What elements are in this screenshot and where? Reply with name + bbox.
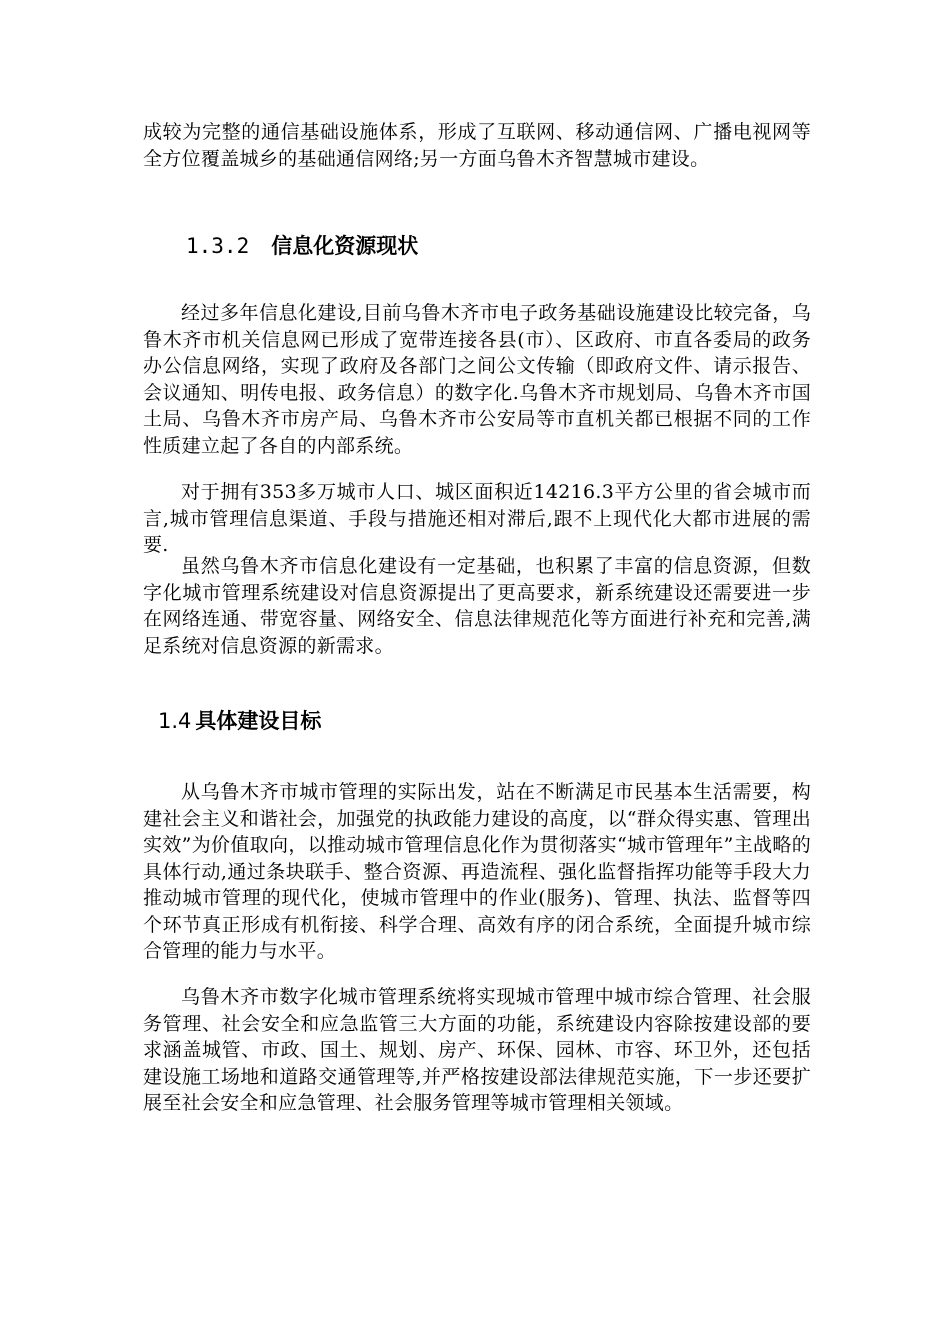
section-title: 信息化资源现状 — [271, 234, 419, 258]
paragraph-new-requirements: 虽然乌鲁木齐市信息化建设有一定基础，也积累了丰富的信息资源，但数字化城市管理系统建设对信息资源提出了更高要求，新系统建设还需要进一步在网络连通、带宽容量、网络安全、信息法律规范化等方面进行补充和完善,满足系统对信息资源的新需求。 — [143, 555, 811, 657]
intro-paragraph: 成较为完整的通信基础设施体系，形成了互联网、移动通信网、广播电视网等全方位覆盖城乡的基础通信网络;另一方面乌鲁木齐智慧城市建设。 — [143, 121, 811, 170]
paragraph-city-scale: 对于拥有353多万城市人口、城区面积近14216.3平方公里的省会城市而言,城市管理信息渠道、手段与措施还相对滞后,跟不上现代化大都市进展的需要. — [143, 481, 811, 556]
section-number: 1.4 — [158, 709, 192, 733]
section-title: 具体建设目标 — [195, 709, 322, 733]
section-heading-1-4 — [158, 707, 321, 735]
section-heading-1-3-2 — [186, 232, 418, 260]
paragraph-info-resources: 经过多年信息化建设,目前乌鲁木齐市电子政务基础设施建设比较完备，乌鲁木齐市机关信息网已形成了宽带连接各县(市）、区政府、市直各委局的政务办公信息网络，实现了政府及各部门之间公文传输（即政府文件、请示报告、会议通知、明传电报、政务信息）的数字化.乌鲁木齐市规划局、乌鲁木齐市国土局、乌鲁木齐市房产局、乌鲁木齐市公安局等市直机关都已根据不同的工作性质建立起了各自的内部系统。 — [143, 302, 811, 457]
paragraph-goals: 从乌鲁木齐市城市管理的实际出发，站在不断满足市民基本生活需要，构建社会主义和谐社会，加强党的执政能力建设的高度，以“群众得实惠、管理出实效”为价值取向，以推动城市管理信息化作为贯彻落实“城市管理年”主战略的具体行动,通过条块联手、整合资源、再造流程、强化监督指挥功能等手段大力推动城市管理的现代化，使城市管理中的作业(服务)、管理、执法、监督等四个环节真正形成有机衔接、科学合理、高效有序的闭合系统，全面提升城市综合管理的能力与水平。 — [143, 781, 811, 962]
paragraph-system-functions: 乌鲁木齐市数字化城市管理系统将实现城市管理中城市综合管理、社会服务管理、社会安全和应急监管三大方面的功能，系统建设内容除按建设部的要求涵盖城管、市政、国土、规划、房产、环保、园林、市容、环卫外，还包括建设施工场地和道路交通管理等,并严格按建设部法律规范实施，下一步还要扩展至社会安全和应急管理、社会服务管理等城市管理相关领域。 — [143, 986, 811, 1114]
section-number: 1.3.2 — [186, 234, 250, 258]
